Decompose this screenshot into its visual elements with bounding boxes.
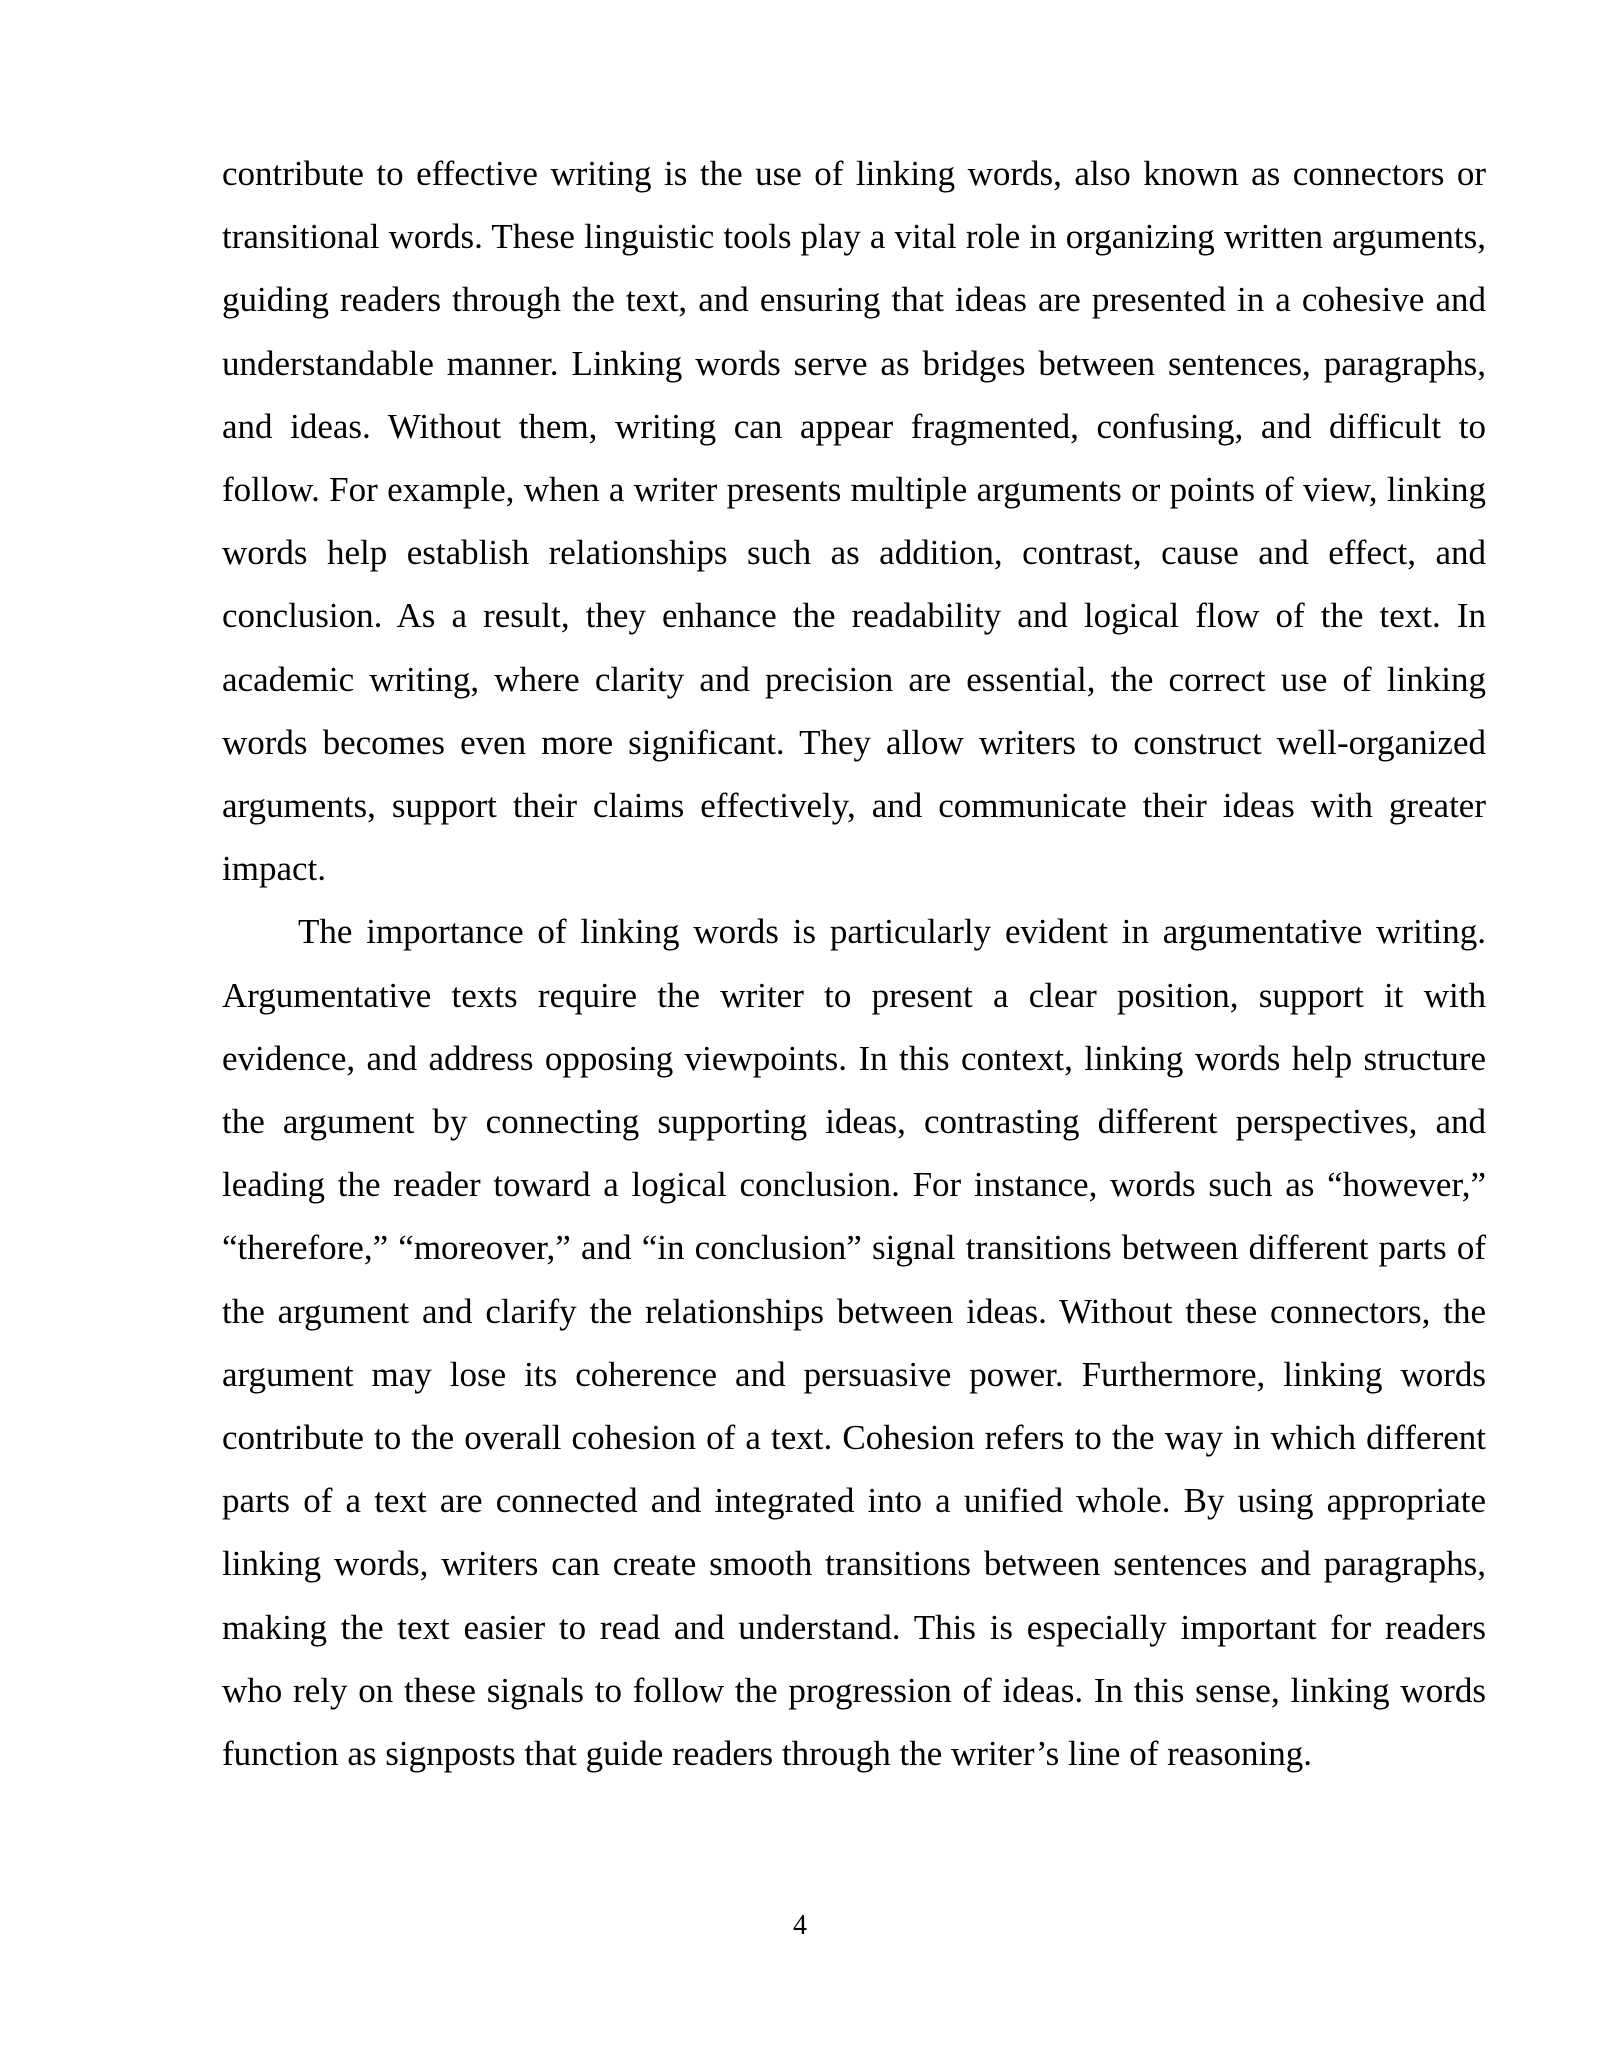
- body-text: [222, 142, 1486, 1785]
- paragraph-argumentative-writing: The importance of linking words is particularly evident in argumentative writing. Argumentative texts require the writer to present a clear position, support it with evidence, and address opposing viewpoints. In this context, linking words help structure the argument by connecting supporting ideas, contrasting different perspectives, and leading the reader toward a logical conclusion. For instance, words such as “however,” “therefore,” “moreover,” and “in conclusion” signal transitions between different parts of the argument and clarify the relationships between ideas. Without these connectors, the argument may lose its coherence and persuasive power. Furthermore, linking words contribute to the overall cohesion of a text. Cohesion refers to the way in which different parts of a text are connected and integrated into a unified whole. By using appropriate linking words, writers can create smooth transitions between sentences and paragraphs, making the text easier to read and understand. This is especially important for readers who rely on these signals to follow the progression of ideas. In this sense, linking words function as signposts that guide readers through the writer’s line of reasoning.: [222, 912, 1486, 1774]
- paragraph-continuation: contribute to effective writing is the use of linking words, also known as connectors or transitional words. These linguistic tools play a vital role in organizing written arguments, guiding readers through the text, and ensuring that ideas are presented in a cohesive and understandable manner. Linking words serve as bridges between sentences, paragraphs, and ideas. Without them, writing can appear fragmented, confusing, and difficult to follow. For example, when a writer presents multiple arguments or points of view, linking words help establish relationships such as addition, contrast, cause and effect, and conclusion. As a result, they enhance the readability and logical flow of the text. In academic writing, where clarity and precision are essential, the correct use of linking words becomes even more significant. They allow writers to construct well-organized arguments, support their claims effectively, and communicate their ideas with greater impact.: [222, 154, 1486, 889]
- page-number: 4: [793, 1910, 807, 1941]
